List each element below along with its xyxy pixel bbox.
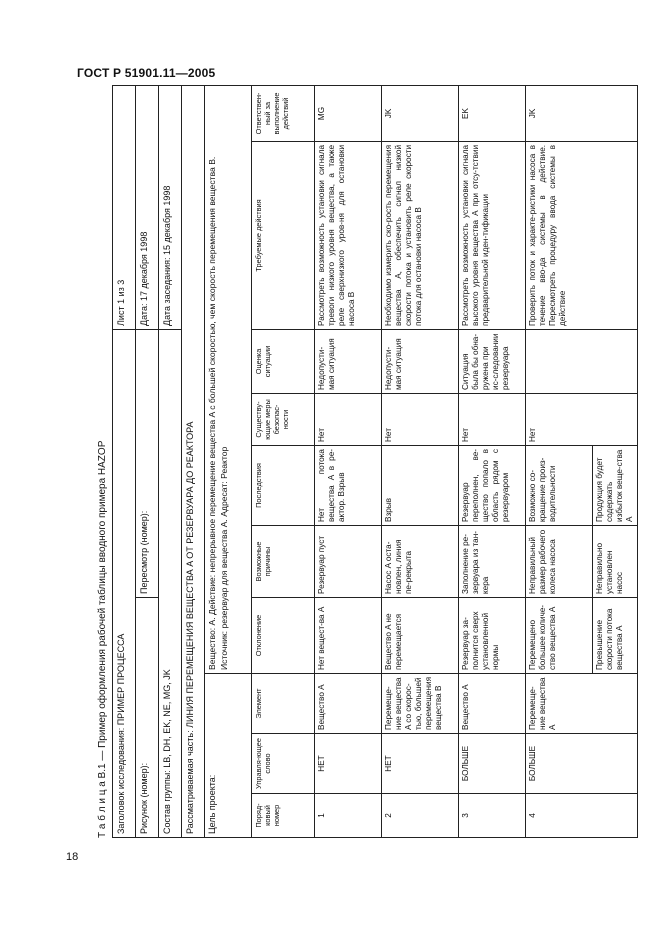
row-number: 2 bbox=[382, 794, 459, 838]
design-intent-row bbox=[205, 85, 252, 837]
table-row bbox=[459, 85, 526, 837]
col-header-causes: Возможные причины bbox=[252, 526, 315, 598]
row-deviation: Резервуар за-полнится сверх установленной нормы bbox=[459, 598, 526, 674]
row-rating: Ситуация была бы обна-ружена при ис-следовании резервуара bbox=[459, 329, 526, 393]
row-element: Перемеще-ние вещества A bbox=[526, 674, 638, 734]
row-element: Перемеще-ние вещества A со скорос-тью, большей перемещения вещества B bbox=[382, 674, 459, 734]
page-number: 18 bbox=[66, 851, 79, 863]
col-header-deviation: Отклонение bbox=[252, 598, 315, 674]
row-guideword: БОЛЬШЕ bbox=[459, 734, 526, 794]
meta-row-part bbox=[182, 85, 205, 837]
col-header-number: Поряд-ковый номер bbox=[252, 794, 315, 838]
hazop-worksheet-table bbox=[112, 85, 638, 838]
row-causes: Неправильно установлен насос bbox=[593, 526, 638, 598]
col-header-owner: Ответствен-ный за выполнение действий bbox=[252, 85, 315, 141]
study-title: Заголовок исследования: ПРИМЕР ПРОЦЕССА bbox=[113, 329, 136, 837]
row-safeguards: Нет bbox=[526, 394, 638, 446]
col-header-rating: Оценка ситуации bbox=[252, 329, 315, 393]
row-number: 3 bbox=[459, 794, 526, 838]
row-owner: JK bbox=[382, 85, 459, 141]
row-actions: Рассмотреть возможность установки сигнала тревоги низкого уровня вещества, а также реле сверхнизкого уров-ня для остановки насоса B bbox=[315, 141, 382, 329]
row-owner: JK bbox=[526, 85, 638, 141]
col-header-safeguards: Существу-ющие меры безопас-ности bbox=[252, 394, 315, 446]
row-number: 4 bbox=[526, 794, 638, 838]
col-header-guideword: Управля-ющее слово bbox=[252, 734, 315, 794]
row-actions: Проверить поток и характе-ристики насоса в течение вво-да системы в действие. Пересмотреть процедуру ввода системы в действие bbox=[526, 141, 638, 329]
row-consequences: Нет потока вещества A в ре-актор. Взрыв bbox=[315, 446, 382, 526]
col-header-actions: Требуемые действия bbox=[252, 141, 315, 329]
row-consequences: Резервуар переполнен, ве-щество попало в область рядом с резервуаром bbox=[459, 446, 526, 526]
row-safeguards: Нет bbox=[315, 394, 382, 446]
meeting-date: Дата заседания: 15 декабря 1998 bbox=[159, 85, 182, 329]
row-element: Вещество A bbox=[315, 674, 382, 734]
row-causes: Резервуар пуст bbox=[315, 526, 382, 598]
row-deviation: Превышение скорости потока вещества A bbox=[593, 598, 638, 674]
row-owner: EK bbox=[459, 85, 526, 141]
row-causes: Неправильный размер рабочего колеса насоса bbox=[526, 526, 593, 598]
rotated-table-container bbox=[94, 86, 634, 838]
sheet-info: Лист 1 из 3 bbox=[113, 85, 136, 329]
meta-row-drawing bbox=[136, 85, 159, 837]
considered-part: Рассматриваемая часть: ЛИНИЯ ПЕРЕМЕЩЕНИЯ ВЕЩЕСТВА A ОТ РЕЗЕРВУАРА ДО РЕАКТОРА bbox=[182, 85, 205, 837]
table-row bbox=[526, 85, 593, 837]
sheet-date: Дата: 17 декабря 1998 bbox=[136, 85, 159, 329]
table-row bbox=[382, 85, 459, 837]
revision-number: Пересмотр (номер): bbox=[136, 329, 159, 597]
row-safeguards: Нет bbox=[459, 394, 526, 446]
row-element: Вещество A bbox=[459, 674, 526, 734]
meta-row-title bbox=[113, 85, 136, 837]
row-causes: Насос A оста-новлен, линия пе-рекрыта bbox=[382, 526, 459, 598]
row-rating: Недопусти-мая ситуация bbox=[315, 329, 382, 393]
row-guideword: БОЛЬШЕ bbox=[526, 734, 638, 794]
row-consequences: Взрыв bbox=[382, 446, 459, 526]
design-intent-line2: Источник: резервуар для вещества A. Адресат: Реактор bbox=[219, 446, 229, 670]
row-actions: Необходимо измерить ско-рость перемещения вещества A, обеспечить сигнал низкой скорости потока и установить реле скорости потока для остановки насоса B bbox=[382, 141, 459, 329]
row-consequences: Возможно со-кращение произ-водительности bbox=[526, 446, 593, 526]
design-intent-line1: Вещество: A. Действие: непрерывное перемещение вещества A с большей скоростью, чем скорость перемещения вещества B. bbox=[207, 156, 217, 670]
row-rating: Недопусти-мая ситуация bbox=[382, 329, 459, 393]
column-header-row bbox=[252, 85, 315, 837]
team-members: Состав группы: LB, DH, EK, NE, MG, JK bbox=[159, 329, 182, 837]
row-guideword: НЕТ bbox=[315, 734, 382, 794]
row-number: 1 bbox=[315, 794, 382, 838]
col-header-consequences: Последствия bbox=[252, 446, 315, 526]
row-rating bbox=[526, 329, 638, 393]
row-deviation: Перемещено большее количе-ство вещества A bbox=[526, 598, 593, 674]
document-header: ГОСТ Р 51901.11—2005 bbox=[77, 66, 216, 80]
design-intent-text bbox=[205, 85, 252, 673]
row-causes: Заполнение ре-зервуара из тан-кера bbox=[459, 526, 526, 598]
col-header-element: Элемент bbox=[252, 674, 315, 734]
row-guideword: НЕТ bbox=[382, 734, 459, 794]
row-consequences: Продукция будет содержать избыток веще-ства A bbox=[593, 446, 638, 526]
row-safeguards: Нет bbox=[382, 394, 459, 446]
row-owner: MG bbox=[315, 85, 382, 141]
row-deviation: Нет вещест-ва A bbox=[315, 598, 382, 674]
meta-row-team bbox=[159, 85, 182, 837]
table-row bbox=[315, 85, 382, 837]
drawing-number: Рисунок (номер): bbox=[136, 598, 159, 838]
row-deviation: Вещество A не перемещается bbox=[382, 598, 459, 674]
design-intent-label: Цель проекта: bbox=[205, 674, 252, 838]
row-actions: Рассмотреть возможность установки сигнала высокого уровня вещества A при отсу-тствии предварительной иден-тификации bbox=[459, 141, 526, 329]
table-caption: Т а б л и ц а В.1 — Пример оформления рабочей таблицы вводного примера HAZOP bbox=[97, 440, 108, 838]
